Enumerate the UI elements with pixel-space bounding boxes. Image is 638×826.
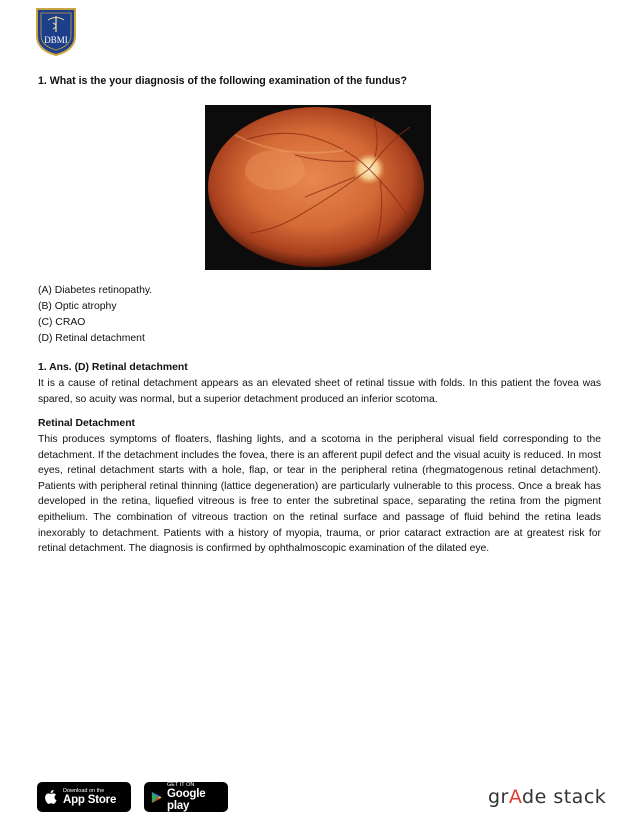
question-text: 1. What is the your diagnosis of the following examination of the fundus? (38, 75, 408, 87)
app-store-small-text: Download on the (63, 788, 105, 794)
section-text: This produces symptoms of floaters, flashing lights, and a scotoma in the peripheral visual field corresponding to the detachment. If the detachment includes the fovea, there is an afferent pupil defect and the visual acuity is reduced. In most eyes, retinal detachment starts with a hole, flap, or tear in the peripheral retina (rhegmatogenous retinal detachment). Patients with peripheral retinal thinning (lattice degeneration) are particularly vulnerable to this process. Once a break has developed in the retina, liquefied vitreous is free to enter the subretinal space, separating the retina from the pigment epithelium. The combination of vitreous traction on the retinal surface and passage of fluid behind the retina leads inexorably to detachment. Patients with a history of myopia, trauma, or prior cataract extraction are at greatest risk for retinal detachment. The diagnosis is confirmed by ophthalmoscopic examination of the dilated eye. (38, 434, 601, 555)
fundus-photo-icon (205, 105, 431, 270)
shield-icon (34, 6, 78, 56)
answer-explanation: It is a cause of retinal detachment appears as an elevated sheet of retinal tissue with folds. In this patient the fovea was spared, so acuity was normal, but a superior detachment produced an inferior scotoma. (38, 378, 601, 405)
app-store-badge[interactable] (37, 782, 131, 812)
fundus-image (205, 105, 431, 270)
google-play-big-text: Google play (167, 788, 206, 812)
google-play-badge[interactable] (144, 782, 228, 812)
brand-text-post: de stack (522, 786, 607, 808)
dbmi-logo (34, 6, 78, 56)
gradestack-logo[interactable] (488, 786, 606, 808)
option-d: (D) Retinal detachment (38, 333, 145, 344)
app-store-big-text: App Store (63, 794, 117, 806)
brand-text-pre: gr (488, 786, 509, 808)
google-play-icon (151, 790, 162, 805)
brand-text-accent: A (508, 786, 523, 808)
answer-title: 1. Ans. (D) Retinal detachment (38, 362, 188, 373)
option-c: (C) CRAO (38, 317, 86, 328)
google-play-small-text: GET IT ON (167, 782, 195, 788)
logo-text: DBMI (44, 35, 68, 45)
option-a: (A) Diabetes retinopathy. (38, 285, 153, 296)
answer-options (38, 283, 152, 347)
section-title: Retinal Detachment (38, 418, 136, 429)
option-b: (B) Optic atrophy (38, 301, 117, 312)
apple-icon (44, 789, 58, 805)
